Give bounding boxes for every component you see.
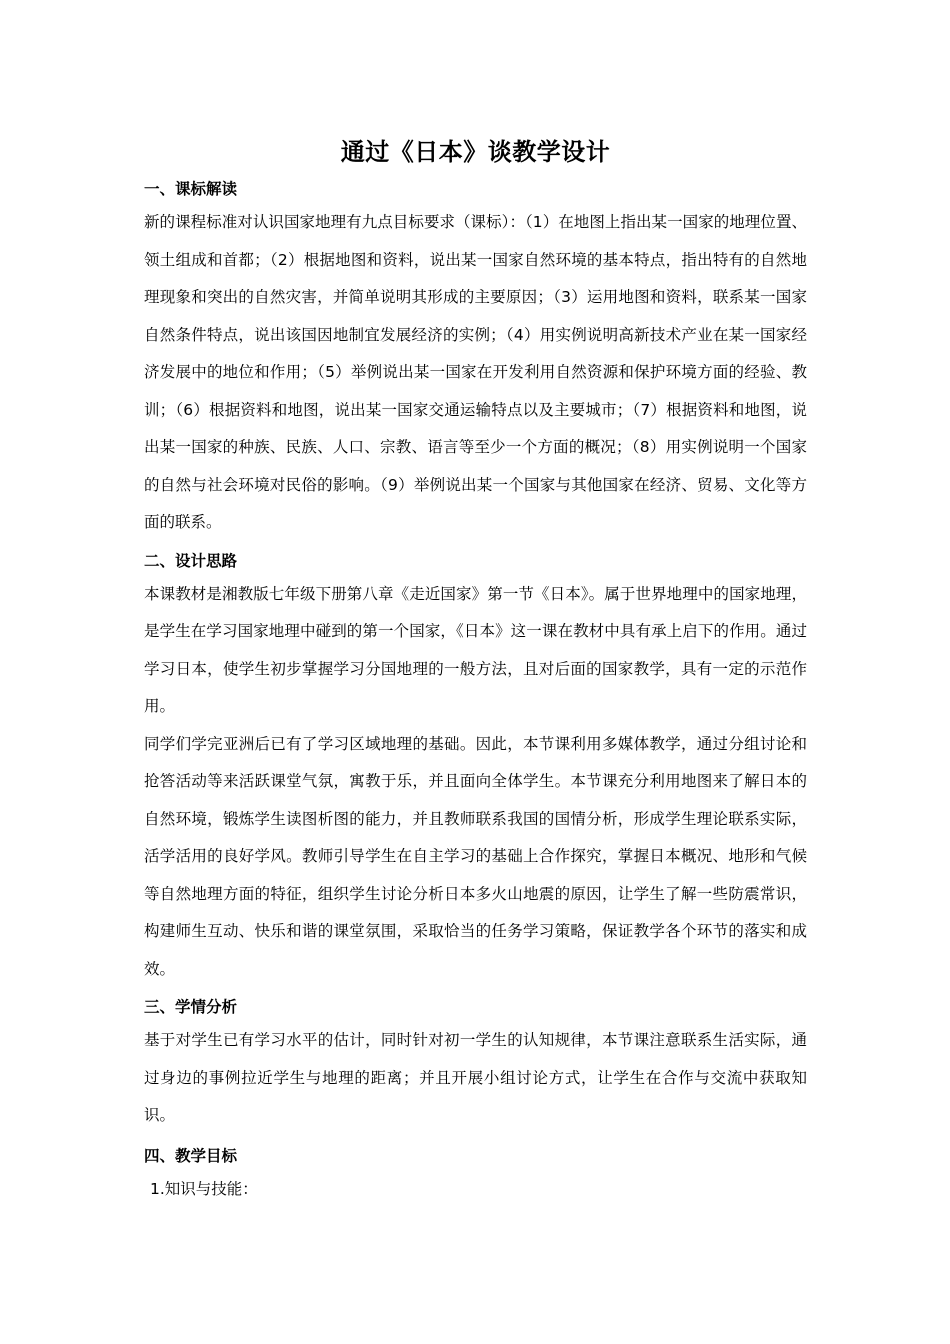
paragraph-design-1: 本课教材是湘教版七年级下册第八章《走近国家》第一节《日本》。属于世界地理中的国家地理，是学生在学习国家地理中碰到的第一个国家，《日本》这一课在教材中具有承上启下的作用。通过学习日本，使学生初步掌握学习分国地理的一般方法，且对后面的国家教学，具有一定的示范作用。 xyxy=(144,584,807,715)
section-heading-students: 三、学情分析 xyxy=(144,998,238,1016)
document-title: 通过《日本》谈教学设计 xyxy=(340,138,611,166)
paragraph-curriculum: 新的课程标准对认识国家地理有九点目标要求（课标）：（1）在地图上指出某一国家的地理位置、领土组成和首都；（2）根据地图和资料，说出某一国家自然环境的基本特点，指出特有的自然地理现象和突出的自然灾害，并简单说明其形成的主要原因；（3）运用地图和资料，联系某一国家自然条件特点，说出该国因地制宜发展经济的实例；（4）用实例说明高新技术产业在某一国家经济发展中的地位和作用；（5）举例说出某一国家在开发利用自然资源和保护环境方面的经验、教训；（6）根据资料和地图，说出某一国家交通运输特点以及主要城市；（7）根据资料和地图，说出某一国家的种族、民族、人口、宗教、语言等至少一个方面的概况；（8）用实例说明一个国家的自然与社会环境对民俗的影响。（9）举例说出某一个国家与其他国家在经济、贸易、文化等方面的联系。 xyxy=(144,213,807,531)
section-heading-design: 二、设计思路 xyxy=(144,551,238,570)
section-heading-curriculum: 一、课标解读 xyxy=(144,180,238,198)
document-body xyxy=(144,134,807,1207)
section-heading-objectives: 四、教学目标 xyxy=(144,1146,238,1165)
paragraph-students: 基于对学生已有学习水平的估计，同时针对初一学生的认知规律，本节课注意联系生活实际，通过身边的事例拉近学生与地理的距离；并且开展小组讨论方式，让学生在合作与交流中获取知识。 xyxy=(144,1031,807,1124)
paragraph-design-2: 同学们学完亚洲后已有了学习区域地理的基础。因此，本节课利用多媒体教学，通过分组讨论和抢答活动等来活跃课堂气氛，寓教于乐，并且面向全体学生。本节课充分利用地图来了解日本的自然环境，锻炼学生读图析图的能力，并且教师联系我国的国情分析，形成学生理论联系实际，活学活用的良好学风。教师引导学生在自主学习的基础上合作探究，掌握日本概况、地形和气候等自然地理方面的特征，组织学生讨论分析日本多火山地震的原因，让学生了解一些防震常识，构建师生互动、快乐和谐的课堂氛围，采取恰当的任务学习策略，保证教学各个环节的落实和成效。 xyxy=(144,734,807,978)
objective-knowledge-skills: 1.知识与技能： xyxy=(150,1179,258,1198)
